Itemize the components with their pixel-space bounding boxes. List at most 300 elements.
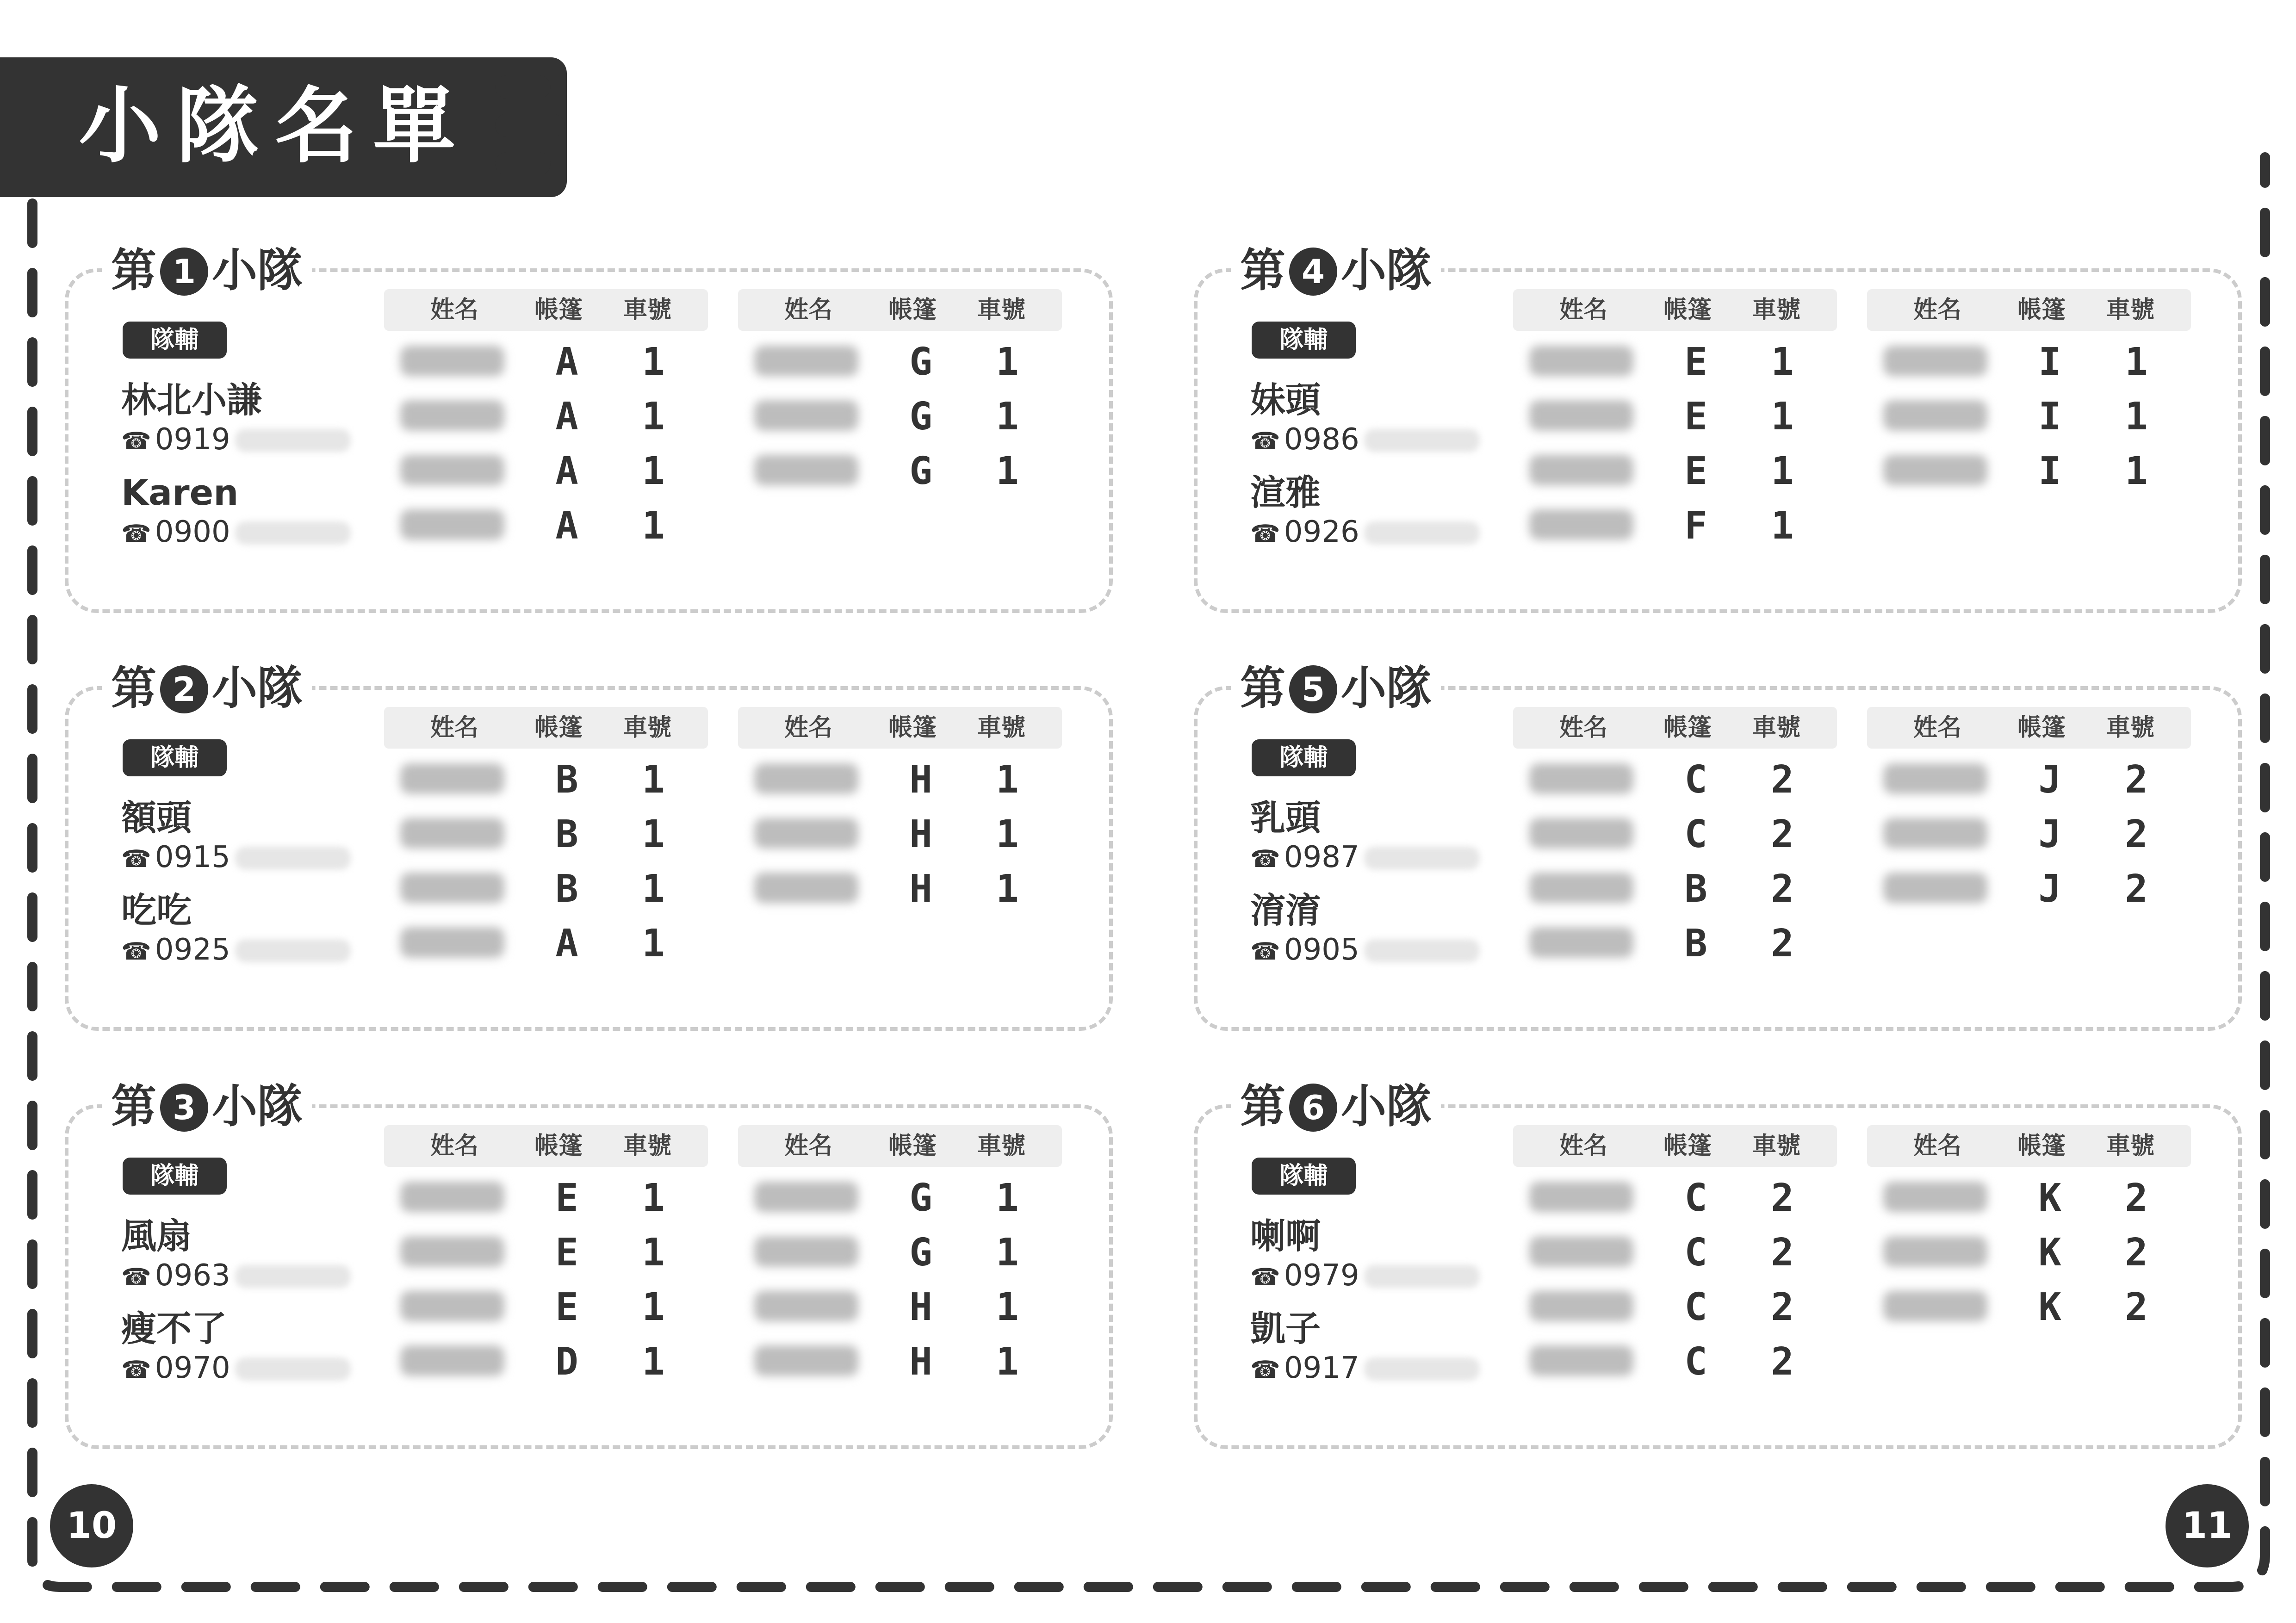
table-row (1513, 440, 1837, 495)
column-header-tent: 帳篷 (888, 296, 937, 324)
column-header-tent: 帳篷 (534, 296, 583, 324)
table-row (1513, 858, 1837, 912)
member-table-header (738, 707, 1062, 749)
tent-code: J (2038, 812, 2061, 856)
redacted-name (1883, 400, 1987, 431)
member-table-right (738, 289, 1062, 495)
redacted-name (1529, 1236, 1633, 1267)
team-title-prefix: 第 (1240, 1080, 1286, 1133)
team-title (1231, 661, 1441, 716)
car-number: 1 (996, 867, 1019, 911)
table-row (384, 1331, 708, 1385)
team-title (1231, 1079, 1441, 1134)
tent-code: B (555, 758, 578, 802)
phone-number: 0900 (155, 515, 230, 549)
redacted-phone-digits (1364, 1357, 1480, 1381)
leader-badge: 隊輔 (1252, 739, 1356, 776)
redacted-name (754, 455, 858, 485)
phone-icon: ☎ (121, 1264, 151, 1291)
team-number-badge: 2 (160, 665, 208, 713)
car-number: 2 (1771, 1176, 1794, 1220)
car-number: 2 (2125, 1176, 2148, 1220)
member-table-right (1867, 1125, 2191, 1331)
redacted-name (1529, 509, 1633, 540)
car-number: 2 (1771, 758, 1794, 802)
redacted-name (400, 1345, 504, 1376)
tent-code: A (555, 395, 578, 439)
tent-code: B (1684, 867, 1707, 911)
leader-name: 吃吃 (121, 890, 192, 931)
redacted-name (400, 818, 504, 849)
leader-phone (1250, 1350, 1480, 1387)
car-number: 1 (1771, 504, 1794, 548)
column-header-tent: 帳篷 (888, 1132, 937, 1160)
phone-number: 0926 (1284, 515, 1359, 549)
car-number: 1 (642, 812, 665, 856)
leader-phone (1250, 1257, 1480, 1294)
redacted-name (1883, 1182, 1987, 1212)
tent-code: H (909, 758, 932, 802)
team-card (1194, 243, 2242, 615)
leader-name: 渲雅 (1250, 472, 1321, 513)
table-row (1513, 1221, 1837, 1276)
tent-code: J (2038, 758, 2061, 802)
car-number: 1 (2125, 395, 2148, 439)
team-number-badge: 4 (1289, 248, 1337, 296)
member-table-header (1867, 707, 2191, 749)
leader-name: 淯淯 (1250, 890, 1321, 931)
car-number: 1 (1771, 340, 1794, 384)
member-table-left (384, 289, 708, 549)
column-header-car: 車號 (977, 714, 1026, 742)
leader-badge: 隊輔 (1252, 322, 1356, 359)
tent-code: H (909, 867, 932, 911)
tent-code: H (909, 1340, 932, 1384)
car-number: 1 (996, 1231, 1019, 1275)
title-decoration (495, 75, 565, 191)
member-table-header (738, 1125, 1062, 1167)
leader-phone (1250, 421, 1480, 458)
page-number-right: 11 (2166, 1484, 2249, 1567)
phone-number: 0970 (155, 1351, 230, 1385)
redacted-name (1529, 1345, 1633, 1376)
table-row (1867, 749, 2191, 803)
table-row (1867, 440, 2191, 495)
member-table-left (1513, 707, 1837, 967)
member-table-header (1513, 289, 1837, 331)
table-row (384, 912, 708, 967)
leader-phone (121, 931, 351, 968)
member-table-header (1513, 707, 1837, 749)
redacted-phone-digits (235, 521, 351, 545)
table-row (738, 858, 1062, 912)
phone-number: 0905 (1284, 933, 1359, 967)
redacted-name (1529, 818, 1633, 849)
redacted-name (400, 927, 504, 958)
tent-code: B (1684, 922, 1707, 966)
car-number: 1 (642, 504, 665, 548)
column-header-name: 姓名 (1559, 296, 1608, 324)
table-row (1867, 803, 2191, 858)
column-header-tent: 帳篷 (2017, 714, 2066, 742)
leader-phone (121, 514, 351, 551)
tent-code: G (909, 1176, 932, 1220)
leader-name: 喇啊 (1250, 1215, 1321, 1257)
redacted-name (400, 509, 504, 540)
car-number: 1 (642, 1340, 665, 1384)
team-number-badge: 6 (1289, 1084, 1337, 1132)
table-row (384, 331, 708, 385)
column-header-name: 姓名 (430, 296, 479, 324)
redacted-name (754, 346, 858, 376)
redacted-phone-digits (1364, 847, 1480, 870)
tent-code: E (1684, 340, 1707, 384)
member-table-right (1867, 707, 2191, 912)
tent-code: G (909, 449, 932, 493)
page-title: 小隊名單 (79, 78, 471, 174)
tent-code: C (1684, 1176, 1707, 1220)
tent-code: A (555, 922, 578, 966)
phone-icon: ☎ (1250, 845, 1280, 873)
redacted-name (1883, 346, 1987, 376)
tent-code: B (555, 867, 578, 911)
phone-number: 0925 (155, 933, 230, 967)
column-header-name: 姓名 (1559, 714, 1608, 742)
leader-phone (1250, 839, 1480, 876)
redacted-name (400, 346, 504, 376)
tent-code: B (555, 812, 578, 856)
team-title-suffix: 小隊 (1341, 662, 1432, 715)
redacted-name (1883, 1291, 1987, 1321)
tent-code: E (555, 1231, 578, 1275)
car-number: 1 (996, 449, 1019, 493)
team-number-badge: 5 (1289, 665, 1337, 713)
column-header-name: 姓名 (784, 714, 833, 742)
member-table-header (384, 1125, 708, 1167)
phone-number: 0979 (1284, 1258, 1359, 1293)
redacted-name (1883, 818, 1987, 849)
car-number: 2 (2125, 867, 2148, 911)
team-title-suffix: 小隊 (212, 662, 303, 715)
leader-name: 凱子 (1250, 1308, 1321, 1349)
phone-icon: ☎ (121, 427, 151, 455)
tent-code: E (1684, 395, 1707, 439)
column-header-tent: 帳篷 (1663, 1132, 1712, 1160)
table-row (738, 749, 1062, 803)
team-title-suffix: 小隊 (1341, 244, 1432, 297)
phone-icon: ☎ (121, 520, 151, 548)
phone-number: 0917 (1284, 1351, 1359, 1385)
redacted-name (1529, 1291, 1633, 1321)
redacted-name (1883, 1236, 1987, 1267)
page-number-left: 10 (50, 1484, 133, 1567)
team-title-prefix: 第 (111, 662, 157, 715)
table-row (1513, 803, 1837, 858)
redacted-name (1529, 346, 1633, 376)
leader-badge: 隊輔 (1252, 1158, 1356, 1195)
tent-code: I (2038, 395, 2061, 439)
car-number: 2 (2125, 758, 2148, 802)
tent-code: H (909, 1285, 932, 1329)
member-table-right (738, 1125, 1062, 1385)
table-row (1867, 1221, 2191, 1276)
leader-name: 額頭 (121, 797, 192, 838)
table-row (738, 803, 1062, 858)
column-header-name: 姓名 (1913, 296, 1962, 324)
leader-name: 風扇 (121, 1215, 192, 1257)
phone-number: 0915 (155, 840, 230, 874)
leader-badge: 隊輔 (123, 1158, 227, 1195)
leader-phone (1250, 931, 1480, 968)
car-number: 1 (2125, 449, 2148, 493)
column-header-tent: 帳篷 (888, 714, 937, 742)
team-title-prefix: 第 (111, 244, 157, 297)
table-row (384, 803, 708, 858)
team-card (65, 1079, 1113, 1451)
leader-name: Karen (121, 472, 239, 513)
redacted-name (754, 818, 858, 849)
car-number: 1 (996, 1176, 1019, 1220)
leader-name: 林北小謙 (121, 379, 262, 421)
team-title (102, 661, 312, 716)
redacted-phone-digits (1364, 1265, 1480, 1288)
table-row (738, 331, 1062, 385)
table-row (1513, 1167, 1837, 1221)
car-number: 2 (2125, 812, 2148, 856)
team-title (1231, 243, 1441, 298)
column-header-name: 姓名 (784, 1132, 833, 1160)
tent-code: G (909, 340, 932, 384)
table-row (738, 1167, 1062, 1221)
tent-code: F (1684, 504, 1707, 548)
car-number: 1 (642, 758, 665, 802)
member-table-left (384, 707, 708, 967)
tent-code: E (555, 1285, 578, 1329)
column-header-car: 車號 (1752, 714, 1801, 742)
car-number: 2 (1771, 1231, 1794, 1275)
tent-code: I (2038, 340, 2061, 384)
table-row (738, 1331, 1062, 1385)
redacted-name (754, 1236, 858, 1267)
redacted-phone-digits (1364, 939, 1480, 962)
redacted-name (1529, 400, 1633, 431)
table-row (1513, 495, 1837, 549)
member-table-header (384, 289, 708, 331)
leader-phone (121, 1350, 351, 1387)
car-number: 1 (642, 922, 665, 966)
team-title-prefix: 第 (1240, 244, 1286, 297)
phone-number: 0986 (1284, 422, 1359, 457)
phone-number: 0919 (155, 422, 230, 457)
leader-badge: 隊輔 (123, 739, 227, 776)
table-row (384, 1276, 708, 1331)
column-header-name: 姓名 (1559, 1132, 1608, 1160)
car-number: 2 (1771, 1285, 1794, 1329)
tent-code: D (555, 1340, 578, 1384)
redacted-name (400, 763, 504, 794)
car-number: 1 (1771, 395, 1794, 439)
redacted-name (400, 400, 504, 431)
member-table-header (1867, 289, 2191, 331)
member-table-left (1513, 289, 1837, 549)
column-header-name: 姓名 (1913, 714, 1962, 742)
column-header-name: 姓名 (784, 296, 833, 324)
member-table-header (1513, 1125, 1837, 1167)
redacted-name (754, 400, 858, 431)
team-title-prefix: 第 (111, 1080, 157, 1133)
table-row (738, 1221, 1062, 1276)
redacted-name (1883, 763, 1987, 794)
column-header-tent: 帳篷 (1663, 714, 1712, 742)
member-table-header (1867, 1125, 2191, 1167)
phone-icon: ☎ (1250, 427, 1280, 455)
tent-code: C (1684, 758, 1707, 802)
tent-code: K (2038, 1176, 2061, 1220)
car-number: 1 (642, 449, 665, 493)
column-header-name: 姓名 (430, 714, 479, 742)
tent-code: H (909, 812, 932, 856)
redacted-name (1529, 455, 1633, 485)
table-row (384, 749, 708, 803)
redacted-name (400, 873, 504, 903)
redacted-name (754, 1345, 858, 1376)
redacted-name (1529, 1182, 1633, 1212)
team-card (65, 661, 1113, 1033)
car-number: 2 (1771, 922, 1794, 966)
redacted-name (1883, 455, 1987, 485)
column-header-tent: 帳篷 (1663, 296, 1712, 324)
column-header-tent: 帳篷 (2017, 296, 2066, 324)
redacted-name (754, 763, 858, 794)
redacted-phone-digits (1364, 429, 1480, 452)
column-header-car: 車號 (1752, 1132, 1801, 1160)
column-header-tent: 帳篷 (534, 714, 583, 742)
tent-code: K (2038, 1285, 2061, 1329)
tent-code: C (1684, 1231, 1707, 1275)
tent-code: A (555, 449, 578, 493)
table-row (738, 440, 1062, 495)
team-number-badge: 3 (160, 1084, 208, 1132)
table-row (1867, 1276, 2191, 1331)
car-number: 1 (996, 1285, 1019, 1329)
phone-number: 0963 (155, 1258, 230, 1293)
car-number: 1 (996, 758, 1019, 802)
table-row (384, 858, 708, 912)
column-header-car: 車號 (623, 714, 672, 742)
team-title (102, 243, 312, 298)
redacted-phone-digits (235, 1265, 351, 1288)
column-header-tent: 帳篷 (534, 1132, 583, 1160)
table-row (1867, 1167, 2191, 1221)
leader-name: 瘦不了 (121, 1308, 227, 1349)
table-row (1867, 331, 2191, 385)
redacted-name (1883, 873, 1987, 903)
car-number: 2 (1771, 867, 1794, 911)
redacted-phone-digits (235, 429, 351, 452)
column-header-car: 車號 (2106, 1132, 2155, 1160)
tent-code: G (909, 1231, 932, 1275)
phone-icon: ☎ (1250, 938, 1280, 966)
tent-code: I (2038, 449, 2061, 493)
car-number: 1 (996, 395, 1019, 439)
redacted-phone-digits (235, 1357, 351, 1381)
team-title-suffix: 小隊 (212, 1080, 303, 1133)
table-row (1513, 385, 1837, 440)
member-table-right (1867, 289, 2191, 495)
car-number: 2 (2125, 1285, 2148, 1329)
table-row (738, 385, 1062, 440)
column-header-car: 車號 (977, 1132, 1026, 1160)
tent-code: E (555, 1176, 578, 1220)
tent-code: J (2038, 867, 2061, 911)
column-header-car: 車號 (623, 1132, 672, 1160)
phone-icon: ☎ (121, 1356, 151, 1384)
tent-code: G (909, 395, 932, 439)
redacted-name (754, 1291, 858, 1321)
redacted-name (754, 1182, 858, 1212)
member-table-header (384, 707, 708, 749)
team-title-prefix: 第 (1240, 662, 1286, 715)
column-header-car: 車號 (977, 296, 1026, 324)
column-header-car: 車號 (2106, 296, 2155, 324)
phone-icon: ☎ (1250, 1264, 1280, 1291)
column-header-car: 車號 (2106, 714, 2155, 742)
redacted-name (1529, 927, 1633, 958)
leader-phone (121, 839, 351, 876)
table-row (1867, 385, 2191, 440)
team-card (1194, 1079, 2242, 1451)
phone-icon: ☎ (121, 845, 151, 873)
tent-code: A (555, 340, 578, 384)
team-title-suffix: 小隊 (1341, 1080, 1432, 1133)
table-row (384, 1221, 708, 1276)
table-row (1513, 331, 1837, 385)
redacted-name (400, 455, 504, 485)
tent-code: K (2038, 1231, 2061, 1275)
team-number-badge: 1 (160, 248, 208, 296)
tent-code: C (1684, 1285, 1707, 1329)
column-header-car: 車號 (1752, 296, 1801, 324)
column-header-car: 車號 (623, 296, 672, 324)
car-number: 1 (996, 812, 1019, 856)
leader-name: 妹頭 (1250, 379, 1321, 421)
table-row (384, 495, 708, 549)
table-row (384, 440, 708, 495)
team-card (1194, 661, 2242, 1033)
redacted-phone-digits (235, 847, 351, 870)
leader-phone (1250, 514, 1480, 551)
tent-code: A (555, 504, 578, 548)
redacted-phone-digits (1364, 521, 1480, 545)
phone-icon: ☎ (121, 938, 151, 966)
table-row (738, 1276, 1062, 1331)
leader-phone (121, 1257, 351, 1294)
car-number: 1 (642, 1176, 665, 1220)
column-header-name: 姓名 (1913, 1132, 1962, 1160)
member-table-left (1513, 1125, 1837, 1385)
car-number: 1 (1771, 449, 1794, 493)
team-title-suffix: 小隊 (212, 244, 303, 297)
car-number: 1 (996, 1340, 1019, 1384)
table-row (1513, 1331, 1837, 1385)
team-card (65, 243, 1113, 615)
car-number: 1 (642, 867, 665, 911)
member-table-right (738, 707, 1062, 912)
car-number: 2 (2125, 1231, 2148, 1275)
tent-code: E (1684, 449, 1707, 493)
member-table-left (384, 1125, 708, 1385)
redacted-name (754, 873, 858, 903)
